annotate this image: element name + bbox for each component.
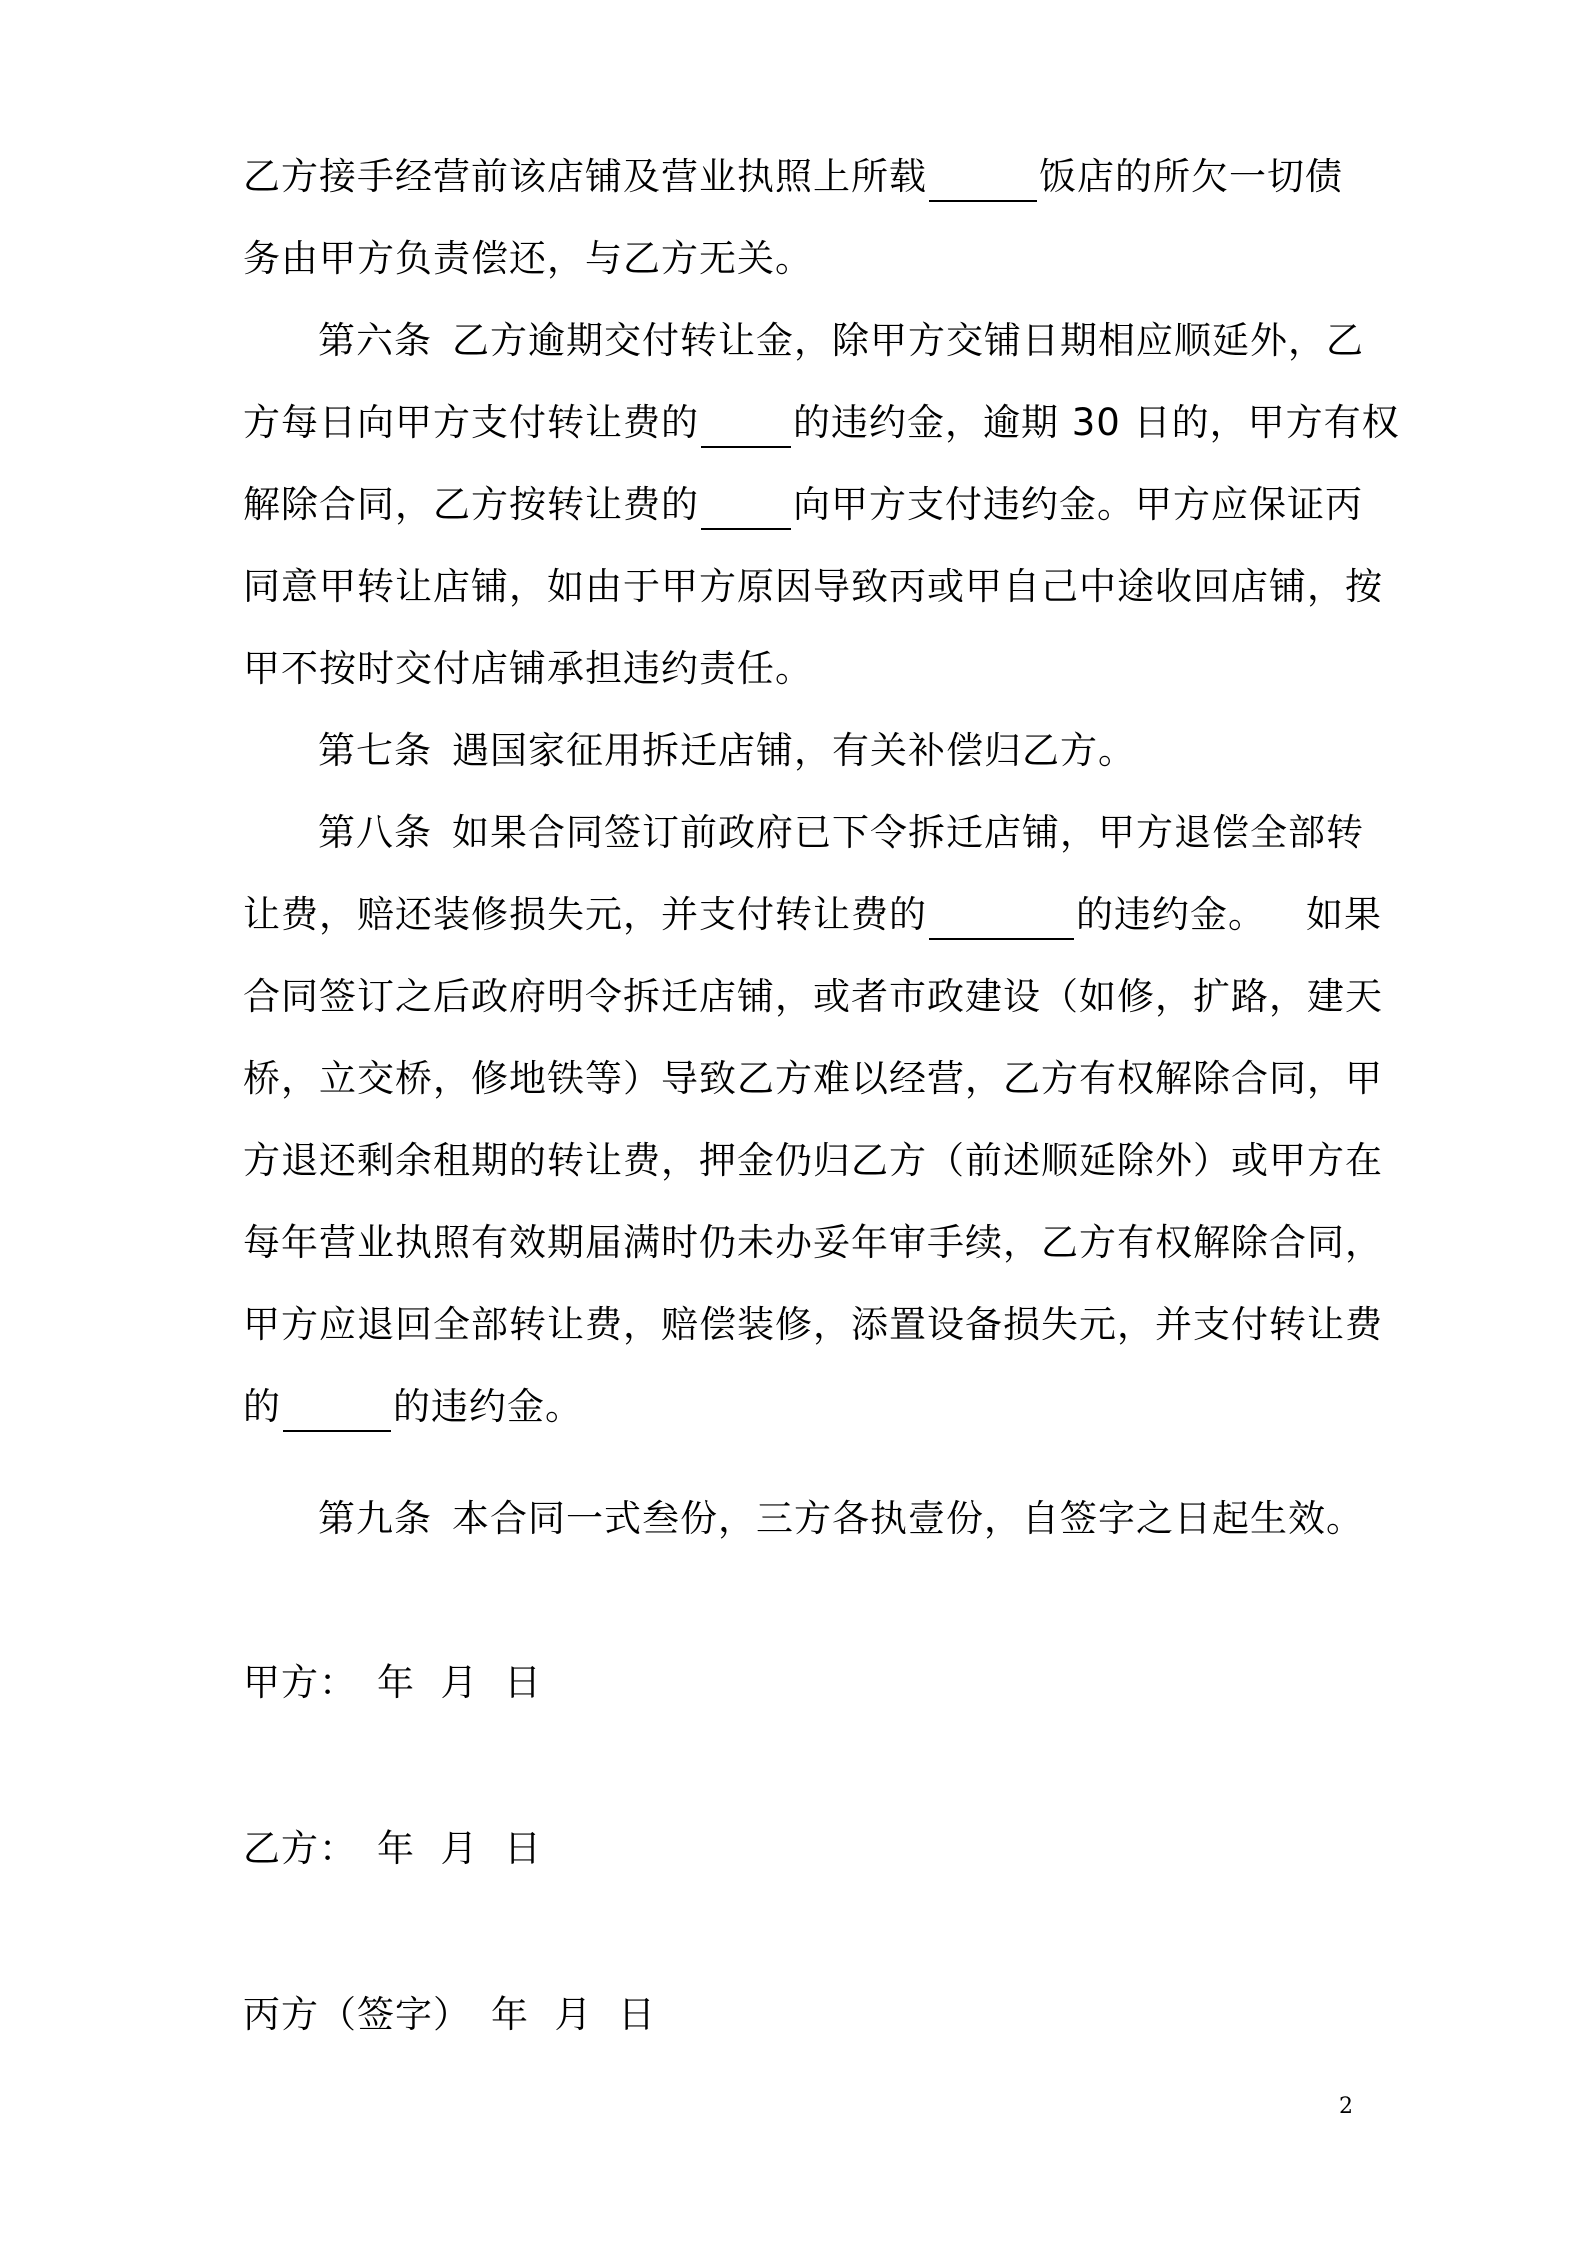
signature-date: 年 月 日 bbox=[377, 1827, 543, 1870]
text-line bbox=[243, 890, 1382, 940]
article-nine-line bbox=[318, 1494, 1364, 1544]
page-number: 2 bbox=[1339, 2094, 1353, 2119]
text-segment: 乙方逾期交付转让金，除甲方交铺日期相应顺延外，乙 bbox=[452, 319, 1364, 362]
text-segment: 向甲方支付违约金。甲方应保证丙 bbox=[793, 483, 1363, 526]
text-segment: 甲方应退回全部转让费，赔偿装修，添置设备损失元，并支付转让费 bbox=[243, 1303, 1383, 1346]
text-segment: 的违约金。 bbox=[1076, 893, 1266, 936]
text-line bbox=[243, 480, 1363, 530]
article-label: 第八条 bbox=[318, 811, 432, 854]
text-segment: 桥，立交桥，修地铁等）导致乙方难以经营，乙方有权解除合同，甲 bbox=[243, 1057, 1383, 1100]
article-label: 第六条 bbox=[318, 319, 432, 362]
text-segment: 解除合同，乙方按转让费的 bbox=[243, 483, 699, 526]
text-segment: 让费，赔还装修损失元，并支付转让费的 bbox=[243, 893, 927, 936]
signature-party: 乙方： bbox=[243, 1827, 357, 1870]
text-line bbox=[243, 1136, 1383, 1186]
text-line bbox=[243, 234, 813, 284]
article-seven-line bbox=[318, 726, 1136, 776]
text-segment: 方每日向甲方支付转让费的 bbox=[243, 401, 699, 444]
signature-party: 丙方（签字） bbox=[243, 1993, 471, 2036]
text-segment: 的违约金。 bbox=[393, 1385, 583, 1428]
text-segment: 的 bbox=[243, 1385, 281, 1428]
text-line bbox=[243, 562, 1383, 612]
text-segment: 方退还剩余租期的转让费，押金仍归乙方（前述顺延除外）或甲方在 bbox=[243, 1139, 1383, 1182]
blank-underline bbox=[929, 898, 1074, 940]
article-label: 第九条 bbox=[318, 1497, 432, 1540]
text-segment: 同意甲转让店铺，如由于甲方原因导致丙或甲自己中途收回店铺，按 bbox=[243, 565, 1383, 608]
text-line bbox=[243, 398, 1400, 448]
article-six-line bbox=[318, 316, 1364, 366]
text-segment: 本合同一式叁份，三方各执壹份，自签字之日起生效。 bbox=[452, 1497, 1364, 1540]
text-segment: 乙方接手经营前该店铺及营业执照上所载 bbox=[243, 155, 927, 198]
text-segment: 如果 bbox=[1306, 893, 1382, 936]
blank-underline bbox=[701, 488, 791, 530]
text-line bbox=[243, 644, 813, 694]
text-line bbox=[243, 1054, 1383, 1104]
signature-line-party-c bbox=[243, 1990, 656, 2040]
text-segment: 遇国家征用拆迁店铺，有关补偿归乙方。 bbox=[452, 729, 1136, 772]
text-segment: 饭店的所欠一切债 bbox=[1039, 155, 1343, 198]
blank-underline bbox=[929, 160, 1037, 202]
text-segment: 每年营业执照有效期届满时仍未办妥年审手续，乙方有权解除合同， bbox=[243, 1221, 1383, 1264]
blank-underline bbox=[701, 406, 791, 448]
text-line bbox=[243, 1218, 1383, 1268]
article-label: 第七条 bbox=[318, 729, 432, 772]
text-line bbox=[243, 1300, 1383, 1350]
text-segment: 如果合同签订前政府已下令拆迁店铺，甲方退偿全部转 bbox=[452, 811, 1364, 854]
signature-date: 年 月 日 bbox=[377, 1661, 543, 1704]
text-line bbox=[243, 152, 1343, 202]
text-line bbox=[243, 972, 1383, 1022]
signature-date: 年 月 日 bbox=[491, 1993, 657, 2036]
text-segment: 甲不按时交付店铺承担违约责任。 bbox=[243, 647, 813, 690]
text-line bbox=[243, 1382, 583, 1432]
text-segment: 的违约金，逾期 30 日的，甲方有权 bbox=[793, 401, 1400, 444]
signature-line-party-b bbox=[243, 1824, 542, 1874]
signature-line-party-a bbox=[243, 1658, 542, 1708]
signature-party: 甲方： bbox=[243, 1661, 357, 1704]
text-segment: 合同签订之后政府明令拆迁店铺，或者市政建设（如修，扩路，建天 bbox=[243, 975, 1383, 1018]
article-eight-line bbox=[318, 808, 1364, 858]
blank-underline bbox=[283, 1390, 391, 1432]
text-segment: 务由甲方负责偿还，与乙方无关。 bbox=[243, 237, 813, 280]
